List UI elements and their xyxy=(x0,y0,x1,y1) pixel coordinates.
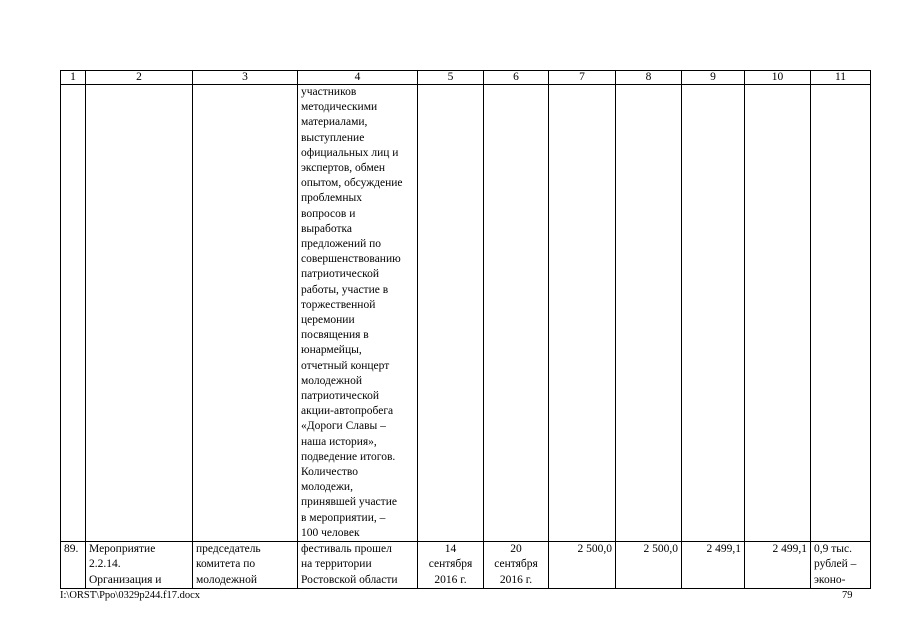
column-header-11: 11 xyxy=(811,71,871,85)
cell-result-description: фестиваль прошел на территории Ростовской области xyxy=(298,542,418,589)
report-table xyxy=(60,70,871,589)
column-header-4: 4 xyxy=(298,71,418,85)
cell-start-date: 14 сентября 2016 г. xyxy=(418,542,484,589)
cell-value-10: 2 499,1 xyxy=(745,542,811,589)
cell-result-description: участников методическими материалами, выступление официальных лиц и экспертов, обмен опытом, обсуждение проблемных вопросов и выработка предложений по совершенствованию патриотической работы, участие в торжественной церемонии посвящения в юнармейцы, отчетный концерт молодежной патриотической акции-автопробега «Дороги Славы – наша история», подведение итогов. Количество молодежи, принявшей участие в мероприятии, – 100 человек xyxy=(298,85,418,542)
cell-value-8: 2 500,0 xyxy=(616,542,682,589)
column-header-7: 7 xyxy=(549,71,616,85)
page-number: 79 xyxy=(842,590,853,601)
cell-value-7 xyxy=(549,85,616,542)
column-header-2: 2 xyxy=(86,71,193,85)
column-header-6: 6 xyxy=(484,71,549,85)
cell-note: 0,9 тыс. рублей – эконо- xyxy=(811,542,871,589)
cell-end-date xyxy=(484,85,549,542)
cell-event: Мероприятие 2.2.14. Организация и xyxy=(86,542,193,589)
cell-value-8 xyxy=(616,85,682,542)
column-header-9: 9 xyxy=(682,71,745,85)
table-row-continued xyxy=(61,85,871,542)
cell-responsible xyxy=(193,85,298,542)
footer-file-path: I:\ORST\Ppo\0329p244.f17.docx xyxy=(60,590,201,601)
column-header-1: 1 xyxy=(61,71,86,85)
cell-responsible: председатель комитета по молодежной xyxy=(193,542,298,589)
cell-value-9: 2 499,1 xyxy=(682,542,745,589)
cell-value-10 xyxy=(745,85,811,542)
cell-value-9 xyxy=(682,85,745,542)
column-number-row xyxy=(61,71,871,85)
cell-event xyxy=(86,85,193,542)
cell-number xyxy=(61,85,86,542)
column-header-3: 3 xyxy=(193,71,298,85)
cell-number: 89. xyxy=(61,542,86,589)
cell-note xyxy=(811,85,871,542)
column-header-5: 5 xyxy=(418,71,484,85)
cell-start-date xyxy=(418,85,484,542)
cell-end-date: 20 сентября 2016 г. xyxy=(484,542,549,589)
column-header-10: 10 xyxy=(745,71,811,85)
cell-value-7: 2 500,0 xyxy=(549,542,616,589)
column-header-8: 8 xyxy=(616,71,682,85)
table-row-89 xyxy=(61,542,871,589)
